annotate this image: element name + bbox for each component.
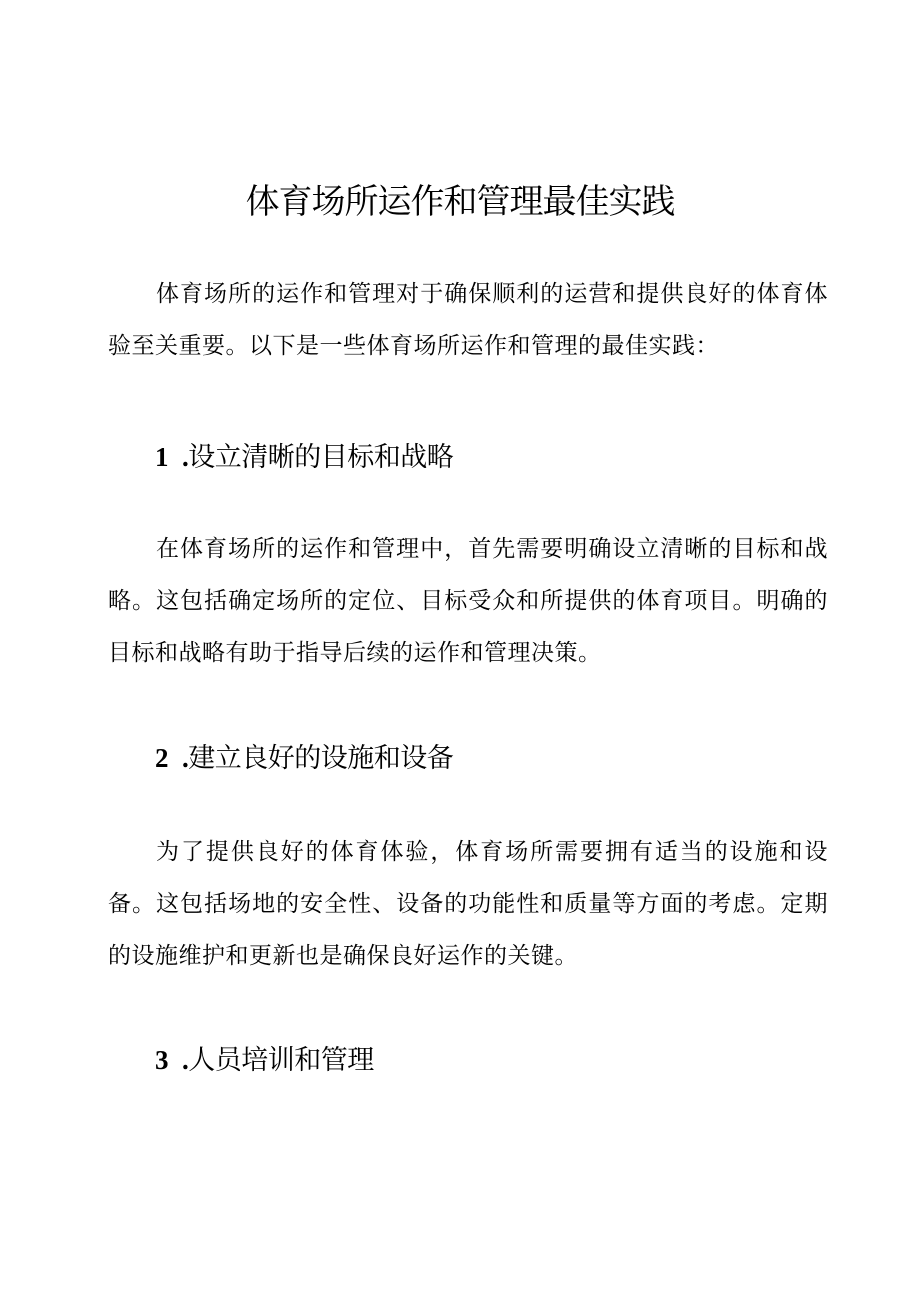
section-1-dot: . (182, 442, 189, 472)
section-3-number: 3 (155, 1045, 168, 1075)
section-1-title: 设立清晰的目标和战略 (188, 442, 454, 473)
section-2-body: 为了提供良好的体育体验，体育场所需要拥有适当的设施和设备。这包括场地的安全性、设备的功能性和质量等方面的考虑。定期的设施维护和更新也是确保良好运作的关键。 (108, 839, 828, 969)
intro-paragraph: 体育场所的运作和管理对于确保顺利的运营和提供良好的体育体验至关重要。以下是一些体育场所运作和管理的最佳实践： (108, 281, 828, 359)
section-1-heading (155, 437, 453, 478)
section-1-number: 1 (155, 442, 168, 472)
section-1-body: 在体育场所的运作和管理中，首先需要明确设立清晰的目标和战略。这包括确定场所的定位、目标受众和所提供的体育项目。明确的目标和战略有助于指导后续的运作和管理决策。 (108, 536, 828, 666)
section-2-dot: . (182, 743, 189, 773)
section-2-title: 建立良好的设施和设备 (188, 743, 454, 774)
section-3-heading (155, 1040, 374, 1081)
section-3-dot: . (182, 1045, 189, 1075)
section-2-heading (155, 738, 453, 779)
section-2-number: 2 (155, 743, 168, 773)
document-title: 体育场所运作和管理最佳实践 (245, 182, 675, 222)
section-3-title: 人员培训和管理 (188, 1045, 374, 1076)
